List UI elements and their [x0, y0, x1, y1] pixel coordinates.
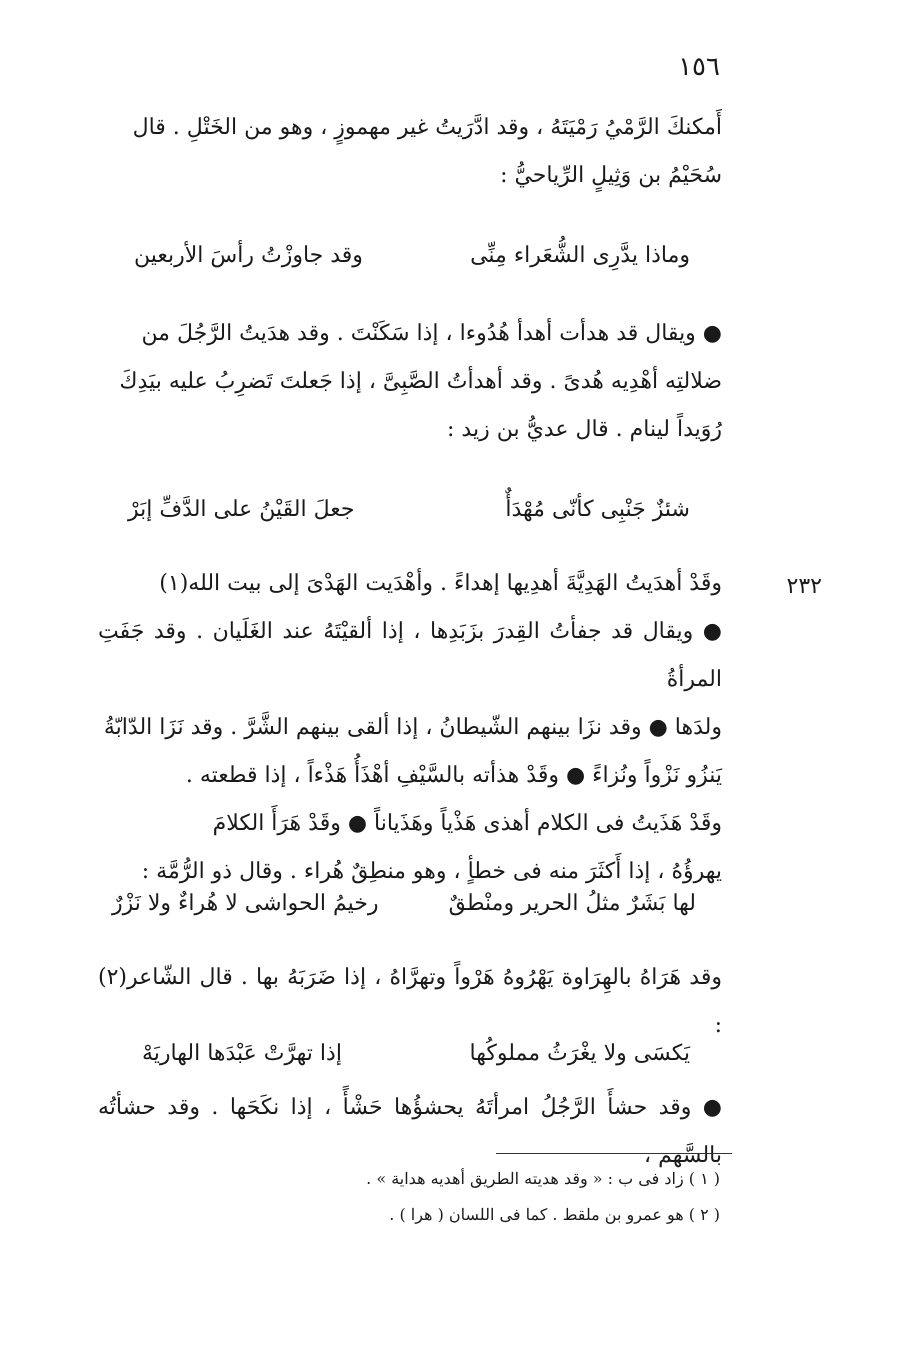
verse-3 — [112, 880, 696, 928]
text-line: وقَدْ هَذَيتُ فى الكلام أهذى هَذْياً وهَذَياناً ● وقَدْ هَرَأَ الكلامَ — [212, 811, 722, 836]
verse-2 — [128, 486, 690, 534]
text-line: ضلالتِه أهْدِيه هُدىً . وقد أهدأتُ الصَّبِىَّ ، إذا جَعلتَ تَضرِبُ عليه بيَدِكَ — [119, 369, 722, 394]
verse-first-hemistich: يَكسَى ولا يغْرَثُ مملوكُها — [469, 1041, 690, 1066]
verse-first-hemistich: لها بَشَرٌ مثلُ الحرير ومنْطقٌ — [448, 891, 696, 916]
text-line: ● وقد حشأَ الرَّجُلُ امرأتَهُ يحشؤُها حَشْأً ، إذا نكَحَها . وقد حشأتُه بالسَّهم ، — [98, 1095, 722, 1168]
text-line: يهرؤُهُ ، إذا أَكثَرَ منه فى خطأٍ ، وهو منطِقٌ هُراء . وقال ذو الرُّمَّة : — [141, 859, 722, 884]
verse-second-hemistich: رخيمُ الحواشى لا هُراءٌ ولا نَزْرٌ — [112, 891, 379, 916]
footnote-1: ( ١ ) زاد فى ب : « وقد هديته الطريق أهديه هداية » . — [366, 1169, 720, 1188]
text-line: أَمكنكَ الرَّمْيُ رَمْيَتَهُ ، وقد ادَّرَيتُ غير مهموزٍ ، وهو من الخَتْلِ . قال — [132, 115, 722, 140]
text-line: وقَدْ أهدَيتُ الهَدِيَّةَ أهدِيها إهداءً . وأهْدَيت الهَدْىَ إلى بيت الله(١) — [159, 571, 722, 596]
margin-number: ٢٣٢ — [786, 574, 822, 599]
verse-1 — [134, 232, 690, 280]
verse-first-hemistich: شئزٌ جَنْبِى كأنّى مُهْدَأٌ — [505, 497, 690, 522]
verse-second-hemistich: وقد جاوزْتُ رأسَ الأربعين — [134, 243, 363, 268]
verse-second-hemistich: جعلَ القَيْنُ على الدَّفِّ إبَرْ — [128, 497, 355, 522]
text-line: يَنزُو نَزْواً ونُزاءً ● وقَدْ هذأته بالسَّيْفِ أهْذَأُ هَذْءاً ، إذا قطعته . — [185, 763, 722, 788]
text-line: وقد هَرَاهُ بالهِرَاوة يَهْرُوهُ هَرْواً وتهرَّاهُ ، إذا ضَرَبَهُ بها . قال الشّاعر(٢) : — [98, 965, 722, 1038]
paragraph-1 — [98, 104, 722, 200]
text-line: رُوَيداً لينام . قال عديُّ بن زيد : — [447, 417, 722, 442]
paragraph-2 — [98, 310, 722, 454]
text-line: ● ويقال قد هدأت أهدأ هُدُوءا ، إذا سَكَنْتَ . وقد هدَيتُ الرَّجُلَ من — [141, 321, 722, 346]
footnote-divider — [496, 1153, 732, 1154]
verse-second-hemistich: إذا تهرَّتْ عَبْدَها الهاريَهْ — [142, 1041, 342, 1066]
paragraph-3 — [98, 560, 722, 896]
text-line: ولدَها ● وقد نزَا بينهم الشّيطانُ ، إذا ألقى بينهم الشَّرَّ . وقد نَزَا الدّابّةُ — [103, 715, 722, 740]
verse-first-hemistich: وماذا يدَّرِى الشُّعَراء مِنِّى — [470, 243, 690, 268]
footnote-2: ( ٢ ) هو عمرو بن ملقط . كما فى اللسان ( هرا ) . — [389, 1205, 720, 1224]
page-number: ١٥٦ — [678, 52, 720, 82]
text-line: ● ويقال قد جفأتُ القِدرَ بزَبَدِها ، إذا ألقيْتَهُ عند الغَلَيان . وقد جَفَتِ المرأةُ — [98, 619, 722, 692]
verse-4 — [142, 1030, 690, 1078]
text-line: سُحَيْمُ بن وَثِيلٍ الرِّياحيُّ : — [500, 163, 722, 188]
